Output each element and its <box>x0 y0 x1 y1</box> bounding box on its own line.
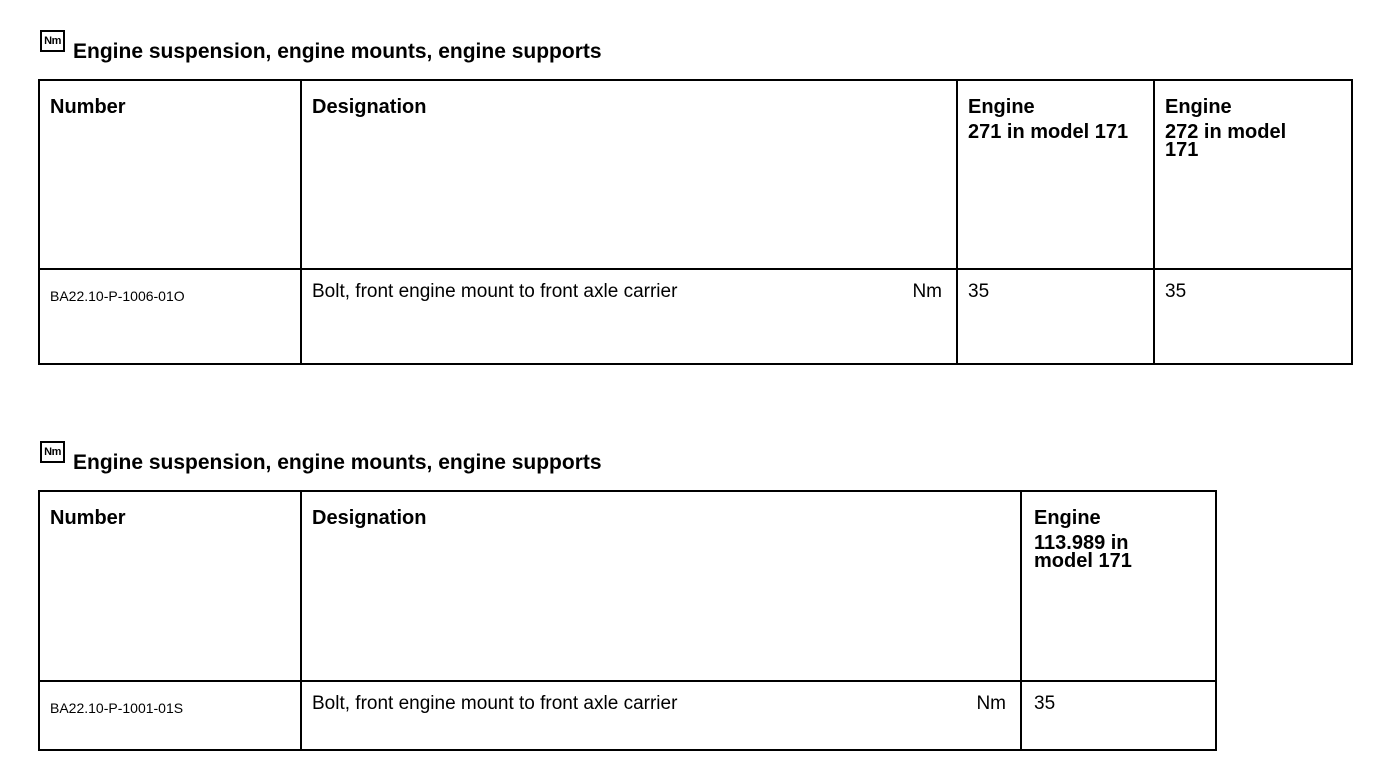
torque-value: 35 <box>1154 269 1352 364</box>
section-title <box>40 447 602 473</box>
torque-nm-icon: Nm <box>40 30 65 52</box>
torque-value: 35 <box>1021 681 1216 750</box>
header-engine: Engine 272 in model 171 <box>1154 80 1352 269</box>
part-number: BA22.10-P-1006-01O <box>39 269 301 364</box>
torque-spec-table <box>38 490 1217 751</box>
section-title-text: Engine suspension, engine mounts, engine supports <box>73 451 602 474</box>
header-designation: Designation <box>301 80 957 269</box>
header-number: Number <box>39 491 301 681</box>
section-title <box>40 36 602 62</box>
table-header-row <box>39 80 1352 269</box>
torque-value: 35 <box>957 269 1154 364</box>
designation-text: Bolt, front engine mount to front axle carrier <box>312 281 678 302</box>
section-title-text: Engine suspension, engine mounts, engine supports <box>73 40 602 63</box>
designation-cell <box>301 269 957 364</box>
designation-cell <box>301 681 1021 750</box>
torque-spec-table <box>38 79 1353 365</box>
header-designation: Designation <box>301 491 1021 681</box>
header-engine: Engine 113.989 in model 171 <box>1021 491 1216 681</box>
table-row <box>39 681 1216 750</box>
unit-label: Nm <box>976 693 1006 714</box>
torque-nm-icon: Nm <box>40 441 65 463</box>
header-engine: Engine 271 in model 171 <box>957 80 1154 269</box>
table-header-row <box>39 491 1216 681</box>
unit-label: Nm <box>912 281 942 302</box>
designation-text: Bolt, front engine mount to front axle carrier <box>312 693 678 714</box>
table-row <box>39 269 1352 364</box>
header-number: Number <box>39 80 301 269</box>
part-number: BA22.10-P-1001-01S <box>39 681 301 750</box>
